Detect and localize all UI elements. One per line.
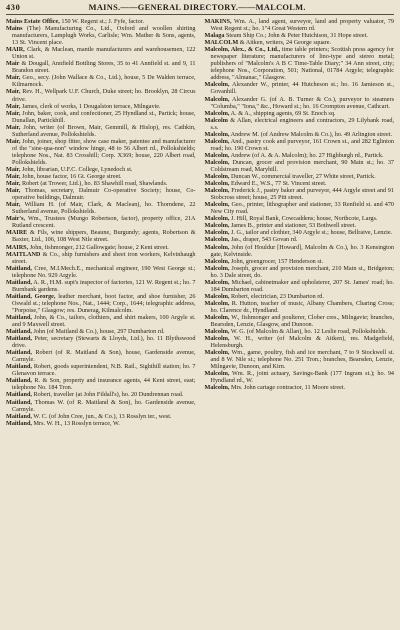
- directory-entry: [6, 215, 196, 229]
- entry-text: W., fishmonger and poulterer, Clober cres., Milngavie; branches, Bearsden, Lenzie, Glasgow, and Dunoon.: [210, 313, 394, 329]
- entry-name: Maitland,: [6, 264, 32, 272]
- entry-name: Malcolm, Alex., & Co., Ltd.,: [204, 46, 281, 54]
- entry-text: Thomas, secretary, Dalmuir Co-operative Society; house, Co-operative buildings, Dalmuir.: [12, 187, 196, 202]
- left-column: [6, 18, 196, 427]
- directory-entry: [205, 201, 395, 215]
- directory-entry: [205, 32, 395, 39]
- entry-name: Maitland,: [6, 313, 32, 321]
- entry-name: Malcolm,: [204, 109, 230, 117]
- entry-text: John, baker, cook, and confectioner, 25 Hyndland st., Partick; house, Dunallan, Partickhill.: [12, 109, 196, 124]
- page-number: 430: [6, 3, 21, 12]
- entry-name: Malcolm,: [204, 370, 230, 378]
- entry-text: time table printers; Scottish press agency for newspaper literature; manufacturers of lino-type and stereo metal; publishers of "Malcolm's A B C Time-Table Diary;" 34 Ann street, city; telephone Nos., Corporation, 501; National, 01784 Argyle; telegraphic address, "Almanac," Glasgow.: [210, 46, 394, 82]
- directory-entry: [205, 110, 395, 117]
- entry-text: leather merchant, boot factor, and shoe furnisher, 26 Oswald st.; telephone Nos., Nat., 1444; Corp., 1644; telegraphic address, "Porpoise," Glasgow; res. Dunerag, Kilmalcolm.: [12, 292, 196, 314]
- entry-name: MALCOLM: [204, 39, 239, 47]
- entry-name: Malcolm,: [204, 187, 230, 195]
- entry-text: John, & Co., tailors, clothiers, and shirt makers, 100 Argyle st. and 9 Maxwell street.: [12, 313, 196, 329]
- directory-entry: [205, 131, 395, 138]
- entry-name: Malcolm,: [204, 137, 230, 145]
- entry-text: Peter, secretary (Stewarts & Lloyds, Ltd.), ho. 11 Blythswood drive.: [12, 335, 196, 350]
- entry-name: Maitland,: [6, 412, 32, 420]
- entry-text: (The) Manufacturing Co., Ltd., Oxford and woollen shirting manufacturers, Lamplugh Works, Carlisle; Wm. Mather & Sons, agents, 13 St. Vincent place.: [12, 25, 196, 47]
- entry-text: Wm. R., joint actuary, Savings-Bank (177 Ingram st.); ho. 94 Hyndland rd., W.: [210, 370, 395, 385]
- entry-name: Maitland,: [6, 328, 32, 336]
- entry-text: Jas., draper, 543 Govan rd.: [230, 236, 298, 244]
- directory-entry: [6, 201, 196, 215]
- entry-name: Malcolm,: [204, 257, 230, 265]
- entry-name: MAIRE: [6, 229, 28, 237]
- entry-name: MAITLAND: [6, 250, 41, 258]
- entry-name: MAIRS,: [6, 243, 29, 251]
- directory-entry: [6, 413, 196, 420]
- directory-entry: [205, 96, 395, 110]
- entry-name: Mains Estate Office,: [6, 18, 60, 25]
- entry-text: Cree, M.I.Mech.E., mechanical engineer, 190 West George st.; telephone No. 929 Argyle.: [12, 264, 196, 279]
- directory-entry: [6, 399, 196, 413]
- directory-entry: [6, 244, 196, 251]
- directory-entry: [6, 314, 196, 328]
- directory-entry: [6, 279, 196, 293]
- entry-text: And., pastry cook and purveyor, 161 Crown st., and 282 Eglinton road; ho. 190 Crown st.: [210, 137, 394, 152]
- directory-entry: [205, 300, 395, 314]
- entry-text: Frederick J., pastry baker and purveyor, 444 Argyle street and 91 Stobcross street; house, 25 Pitt street.: [210, 187, 394, 202]
- directory-entry: [205, 335, 395, 349]
- entry-name: Malcolm: [204, 116, 228, 124]
- entry-text: Duncan W., commercial traveller, 27 White street, Partick.: [230, 173, 376, 181]
- entry-text: William H. (of Mair, Clark, & Maclean), ho. Thorndene, 22 Sutherland avenue, Pollokshields.: [12, 201, 196, 216]
- running-title: MAINS.——GENERAL DIRECTORY.——MALCOLM.: [88, 3, 306, 12]
- directory-entry: [6, 187, 196, 201]
- directory-entry: [205, 138, 395, 152]
- entry-text: J. Hill, Royal Bank, Cowcaddens; house, Northcote, Largs.: [230, 215, 378, 223]
- entry-text: & Fils, wine shippers, Beaune, Burgundy; agents, Robertson & Baxter, Ltd., 106, 108 West Nile street.: [12, 229, 196, 244]
- directory-entry: [205, 187, 395, 201]
- entry-name: Malcolm,: [204, 313, 230, 321]
- entry-text: Michael, cabinetmaker and upholsterer, 207 St. James' road; ho. 184 Dumbarton road.: [210, 278, 394, 293]
- directory-entry: [6, 173, 196, 180]
- entry-name: Mair,: [6, 173, 21, 181]
- entry-text: R. & Son, property and insurance agents, 44 Kent street, east; telephone No. 184 Tron.: [12, 377, 196, 392]
- entry-text: Duncan, grocer and provision merchant, 90 Main st.; ho. 37 Coldstream road, Maryhill.: [210, 158, 395, 173]
- entry-name: Maitland,: [6, 377, 32, 385]
- entry-text: John (of Houldur [Howard], Malcolm & Co.), ho. 3 Kensington gate, Kelvinside.: [210, 243, 395, 258]
- entry-text: Robert (at Trower, Ltd.), ho. 83 Shawhill road, Shawlands.: [21, 180, 168, 188]
- entry-name: Malcolm,: [204, 349, 230, 357]
- entry-text: Robert (of R. Maitland & Son), house, Gardenside avenue, Carmyle.: [12, 349, 196, 364]
- directory-entry: [6, 124, 196, 138]
- directory-entry: [6, 103, 196, 110]
- entry-text: 150 W. Regent st.; J. Fyfe, factor.: [61, 18, 145, 25]
- entry-text: Geo., printer, lithographer and stationer, 33 Renfield st. and 470 New City road.: [210, 201, 395, 216]
- directory-entry: [205, 222, 395, 229]
- entry-text: John, fishmonger, 212 Gallowgate; house, 2 Kent street.: [29, 243, 169, 251]
- entry-text: Edward E., W.S., 77 St. Vincent street.: [230, 180, 327, 188]
- directory-entry: [205, 215, 395, 222]
- entry-name: Maitland,: [6, 391, 32, 399]
- directory-entry: [205, 159, 395, 173]
- directory-entry: [6, 60, 196, 74]
- entry-text: W. G. (of Malcolm & Allan), ho. 12 Leslie road, Pollokshields.: [230, 328, 388, 336]
- entry-name: Malcolm,: [204, 299, 230, 307]
- entry-text: Wm. A., land agent, surveyor, land and property valuator, 79 West Regent st.; ho. 1"4 Great Western rd.: [210, 18, 395, 33]
- entry-text: John, joiner, shop fitter, show case maker, patentee and manufacturer of the "sine-qua-non" window hinge, 48 to 56 Albert rd., Pollokshields; telephone Nos., Nat. 83 Crosshill; Corp. X369; house, 220 Albert road, Pollokshields.: [12, 137, 196, 166]
- directory-entry: [6, 88, 196, 102]
- entry-text: Thomas W. (of R. Maitland & Son), ho. Gardenside avenue, Carmyle.: [12, 398, 196, 413]
- entry-text: Wm., game, poultry, fish and ice merchant, 7 to 9 Stockwell st. and 8 W. Nile st.; telephone No. 251 Tron.; branches, Bearsden, Lenzie, Milngavie, Dunoon, and Kirn.: [210, 349, 395, 371]
- entry-name: Mair,: [6, 180, 21, 188]
- entry-text: Andrew M. (of Andrew Malcolm & Co.), ho. 49 Arlington street.: [230, 130, 393, 138]
- entry-name: Malcolm,: [204, 222, 230, 230]
- directory-entry: [6, 335, 196, 349]
- entry-text: Clark, & Maclean, mantle manufacturers and warehousemen, 122 Union st.: [12, 46, 196, 61]
- directory-entry: [6, 265, 196, 279]
- entry-name: Maitland,: [6, 278, 32, 286]
- entry-name: Malcolm,: [204, 151, 230, 159]
- entry-text: A. & A., shipping agents, 69 St. Enoch sq.: [230, 109, 336, 117]
- entry-text: Andrew (of A. & A. Malcolm); ho. 27 Highburgh rd., Partick.: [230, 151, 384, 159]
- directory-entry: [6, 363, 196, 377]
- directory-entry: [205, 152, 395, 159]
- directory-entry: [205, 229, 395, 236]
- entry-text: John (of Maitland & Co.), house, 297 Dumbarton rd.: [33, 328, 165, 336]
- directory-entry: [205, 117, 395, 131]
- directory-entry: [205, 236, 395, 243]
- directory-entry: [6, 74, 196, 88]
- entry-name: Malcolm,: [204, 158, 230, 166]
- entry-text: Rev. H., Wellpark U.F. Church, Duke street; ho. Brooklyn, 28 Circus drive.: [12, 88, 196, 103]
- entry-text: A. R., H.M. supt's inspector of factories, 121 W. Regent st.; ho. 7 Burnbank gardens.: [12, 278, 196, 293]
- entry-name: Malcolm,: [204, 384, 230, 392]
- entry-text: Mrs. W. H., 13 Rosslyn terrace, W.: [33, 419, 120, 427]
- directory-entry: [6, 391, 196, 398]
- entry-name: MAIR,: [6, 46, 25, 54]
- entry-text: R. Hutton, teacher of music, Albany Chambers, Charing Cross; ho. Clarence dr., Hyndland.: [210, 299, 395, 314]
- entry-name: Maitland,: [6, 363, 32, 371]
- entry-name: Mair: [6, 60, 20, 68]
- entry-text: Steam Ship Co.; John & Peter Hutchison, 31 Hope street.: [225, 32, 368, 40]
- entry-name: Mair,: [6, 137, 21, 145]
- entry-name: Malcolm,: [204, 173, 230, 181]
- entry-name: Mair's,: [6, 215, 26, 223]
- directory-entry: [205, 370, 395, 384]
- entry-name: Mains: [6, 25, 23, 33]
- entry-text: Joseph, grocer and provision merchant, 210 Main st., Bridgeton; ho. 3 Dale street, do.: [210, 264, 394, 279]
- entry-name: Mair,: [6, 201, 21, 209]
- page-header: [6, 3, 394, 15]
- entry-name: Maitland, George,: [6, 292, 56, 300]
- entry-name: Malcolm,: [204, 278, 230, 286]
- directory-entry: [6, 138, 196, 166]
- entry-text: John, librarian, U.F.C. College, Lynedoch st.: [21, 165, 133, 173]
- entry-text: Mrs. John cartage contractor, 11 Moore street.: [230, 384, 346, 392]
- directory-entry: [6, 166, 196, 173]
- entry-name: Malcolm,: [204, 180, 230, 188]
- directory-entry: [205, 349, 395, 370]
- directory-entry: [205, 293, 395, 300]
- entry-text: & Allan, electrical engineers and contractors, 29 Lilybank road, s.s.: [210, 116, 394, 131]
- entry-text: Geo., secy. (John Wallace & Co., Ltd.), house, 5 De Walden terrace, Kilmarnock.: [12, 74, 196, 89]
- entry-name: Malcolm,: [204, 292, 230, 300]
- entry-text: James B., printer and stationer, 53 Bothwell street.: [230, 222, 356, 230]
- entry-text: & Co., ship furnishers and sheet iron workers, Kelvinhaugh street.: [12, 250, 196, 265]
- directory-entry: [6, 251, 196, 265]
- entry-text: John, house factor, 16 Gt. George street.: [21, 173, 122, 181]
- entry-name: Malcolm,: [204, 215, 230, 223]
- entry-name: Maitland,: [6, 349, 32, 357]
- entry-name: Maitland,: [6, 398, 32, 406]
- entry-text: Alexander W., printer, 44 Hutcheson st.; ho. 16 Jamieson st., Govanhill.: [210, 81, 394, 96]
- entry-name: Malcolm,: [204, 243, 230, 251]
- entry-name: Mair,: [6, 74, 21, 82]
- directory-entry: [6, 18, 196, 25]
- entry-name: Malcolm,: [204, 201, 230, 209]
- entry-name: Malcolm,: [204, 335, 230, 343]
- directory-entry: [205, 39, 395, 46]
- entry-text: Robert, electrician, 23 Dumbarton rd.: [230, 292, 324, 300]
- directory-entry: [6, 328, 196, 335]
- directory-entry: [6, 46, 196, 60]
- entry-text: Alexander G. (of A. B. Turner & Co.), purveyor to steamers "Columba," "Iona," &c., Howard st.; ho. 16 Crompton avenue, Cathcart.: [210, 95, 394, 110]
- entry-name: Mair,: [6, 187, 21, 195]
- directory-entry: [6, 377, 196, 391]
- entry-name: Malcolm,: [204, 236, 230, 244]
- entry-name: Maitland,: [6, 419, 32, 427]
- directory-entry: [6, 229, 196, 243]
- directory-entry: [205, 173, 395, 180]
- directory-entry: [205, 18, 395, 32]
- entry-name: Mair,: [6, 102, 21, 110]
- entry-name: Mair,: [6, 123, 21, 131]
- directory-entry: [205, 328, 395, 335]
- entry-name: Malcolm,: [204, 328, 230, 336]
- entry-name: Mair,: [6, 165, 21, 173]
- entry-name: Mair,: [6, 88, 21, 96]
- directory-entry: [205, 258, 395, 265]
- directory-entry: [205, 46, 395, 81]
- directory-entry: [205, 265, 395, 279]
- directory-entry: [205, 244, 395, 258]
- entry-text: James, clerk of works, 1 Dougalston terrace, Milngavie.: [21, 102, 161, 110]
- directory-entry: [6, 25, 196, 46]
- entry-text: J. G., tailor and clothier, 340 Argyle st.; house, Bellraive, Lenzie.: [230, 229, 393, 237]
- entry-name: MAKINS,: [204, 18, 232, 25]
- entry-text: Robert, traveller (at John Fildall's), ho. 20 Dundrennan road.: [33, 391, 184, 399]
- entry-text: & Dougall, Annfield Bottling Stores, 35 to 41 Annfield st. and 9, 11 Brandon street.: [12, 60, 196, 75]
- entry-text: W. C. (of John Cree, jun., & Co.), 13 Rosslyn ter., west.: [33, 412, 172, 420]
- directory-entry: [6, 110, 196, 124]
- directory-entry: [6, 293, 196, 314]
- directory-entry: [205, 314, 395, 328]
- entry-text: Wm., Trustees (Mungo Robertson, factor), property office, 21A Rutland crescent.: [12, 215, 196, 230]
- entry-name: Malcolm,: [204, 95, 230, 103]
- directory-entry: [6, 349, 196, 363]
- entry-text: Robert, goods superintendent, N.B. Rail., Sighthill station; ho. 7 Glenavon terrace.: [12, 363, 196, 378]
- entry-text: & Aitken, writers, 24 George square.: [239, 39, 332, 47]
- directory-entry: [205, 279, 395, 293]
- directory-entry: [205, 180, 395, 187]
- directory-entry: [205, 81, 395, 95]
- entry-text: John, greengrocer, 157 Henderson st.: [230, 257, 323, 265]
- entry-name: Malcolm,: [204, 229, 230, 237]
- entry-name: Mair,: [6, 109, 21, 117]
- entry-name: Maitland,: [6, 335, 32, 343]
- right-column: [205, 18, 395, 427]
- entry-name: Malcolm,: [204, 264, 230, 272]
- entry-name: Malaga: [204, 32, 225, 40]
- directory-entry: [6, 420, 196, 427]
- entry-name: Malcolm,: [204, 130, 230, 138]
- directory-entry: [205, 384, 395, 391]
- entry-text: John, writer (of Brown, Mair, Gemmill, & Hislop), res. Cathkin, Sutherland avenue, Pollokshields.: [12, 123, 196, 138]
- directory-columns: [6, 18, 394, 427]
- directory-entry: [6, 180, 196, 187]
- entry-text: W. H., writer (of Malcolm & Aitken), res. Madgefield, Helensburgh.: [210, 335, 394, 350]
- entry-name: Malcolm,: [204, 81, 230, 89]
